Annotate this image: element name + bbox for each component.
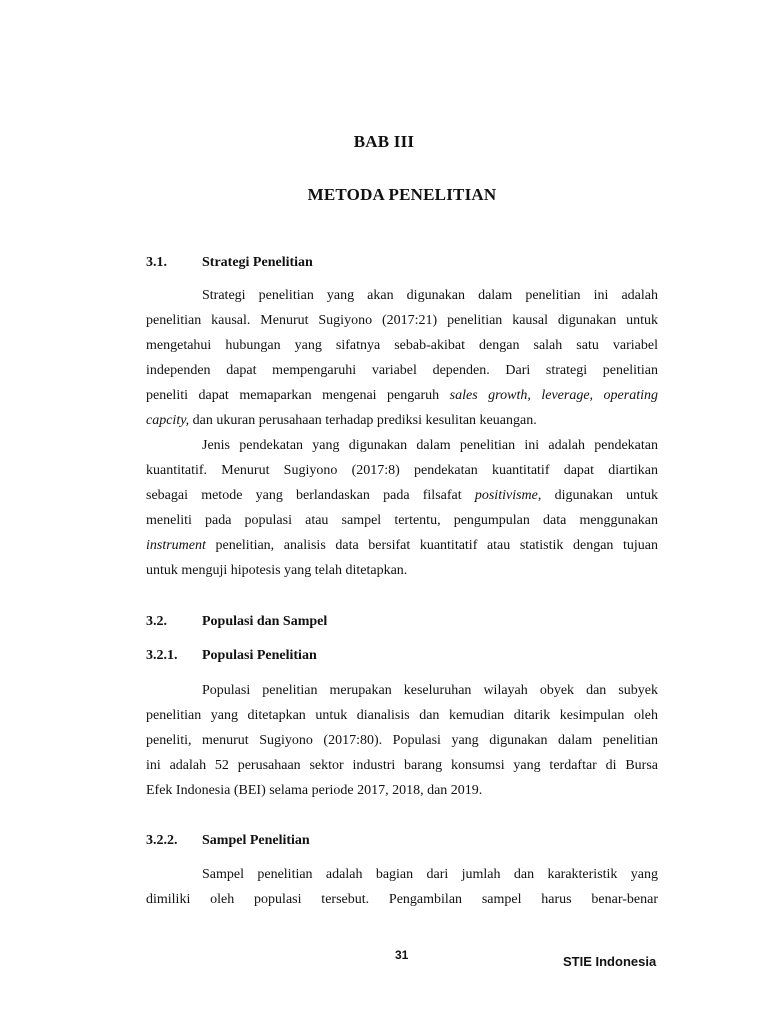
text-line: Populasi penelitian merupakan keseluruhan wilayah obyek dan subyek <box>202 683 658 698</box>
text-span: penelitian, analisis data bersifat kuantitatif atau statistik dengan tujuan <box>215 538 659 553</box>
text-span: sebagai metode yang berlandaskan pada filsafat <box>146 488 462 503</box>
text-span: peneliti dapat memaparkan mengenai pengaruh <box>146 388 440 403</box>
text-line: Jenis pendekatan yang digunakan dalam penelitian ini adalah pendekatan <box>202 438 658 453</box>
section-number: 3.1. <box>146 255 167 270</box>
section-heading-3-2 <box>146 614 327 630</box>
text-line <box>146 412 658 430</box>
text-line: kuantitatif. Menurut Sugiyono (2017:8) pendekatan kuantitatif dapat diartikan <box>146 463 658 478</box>
text-line: Strategi penelitian yang akan digunakan dalam penelitian ini adalah <box>202 288 658 303</box>
section-number: 3.2.2. <box>146 833 178 848</box>
section-title: Populasi dan Sampel <box>202 614 328 629</box>
section-title: Sampel Penelitian <box>202 833 310 848</box>
italic-term: capcity, <box>146 413 190 428</box>
text-span: dan ukuran perusahaan terhadap prediksi kesulitan keuangan. <box>192 413 537 428</box>
section-heading-3-1 <box>146 255 313 271</box>
text-line <box>146 487 658 505</box>
text-span: , digunakan untuk <box>537 488 658 503</box>
text-line: independen dapat mempengaruhi variabel dependen. Dari strategi penelitian <box>146 363 658 378</box>
text-line: meneliti pada populasi atau sampel tertentu, pengumpulan data menggunakan <box>146 513 658 528</box>
text-line: penelitian kausal. Menurut Sugiyono (2017:21) penelitian kausal digunakan untuk <box>146 313 658 328</box>
section-heading-3-2-1 <box>146 648 317 664</box>
italic-term: instrument <box>146 538 206 553</box>
italic-term: positivisme <box>474 488 538 503</box>
section-title: Strategi Penelitian <box>202 255 313 270</box>
text-line: ini adalah 52 perusahaan sektor industri barang konsumsi yang terdaftar di Bursa <box>146 758 658 773</box>
section-title: Populasi Penelitian <box>202 648 317 663</box>
section-heading-3-2-2 <box>146 833 310 849</box>
text-line: Sampel penelitian adalah bagian dari jumlah dan karakteristik yang <box>202 867 658 882</box>
chapter-title: METODA PENELITIAN <box>307 185 497 204</box>
text-line: penelitian yang ditetapkan untuk dianalisis dan kemudian ditarik kesimpulan oleh <box>146 708 658 723</box>
section-number: 3.2. <box>146 614 167 629</box>
text-line: dimiliki oleh populasi tersebut. Pengambilan sampel harus benar-benar <box>146 892 658 907</box>
text-line: Efek Indonesia (BEI) selama periode 2017, 2018, dan 2019. <box>146 783 483 798</box>
chapter-heading: BAB III <box>353 132 415 151</box>
text-line: peneliti, menurut Sugiyono (2017:80). Populasi yang digunakan dalam penelitian <box>146 733 658 748</box>
footer-institution: STIE Indonesia <box>563 954 657 969</box>
section-number: 3.2.1. <box>146 648 178 663</box>
page-number: 31 <box>395 948 409 962</box>
text-line <box>146 387 658 405</box>
text-line <box>146 537 658 555</box>
text-line: mengetahui hubungan yang sifatnya sebab-akibat dengan salah satu variabel <box>146 338 658 353</box>
italic-term: sales growth, leverage, operating <box>449 388 658 403</box>
text-line: untuk menguji hipotesis yang telah ditetapkan. <box>146 563 408 578</box>
